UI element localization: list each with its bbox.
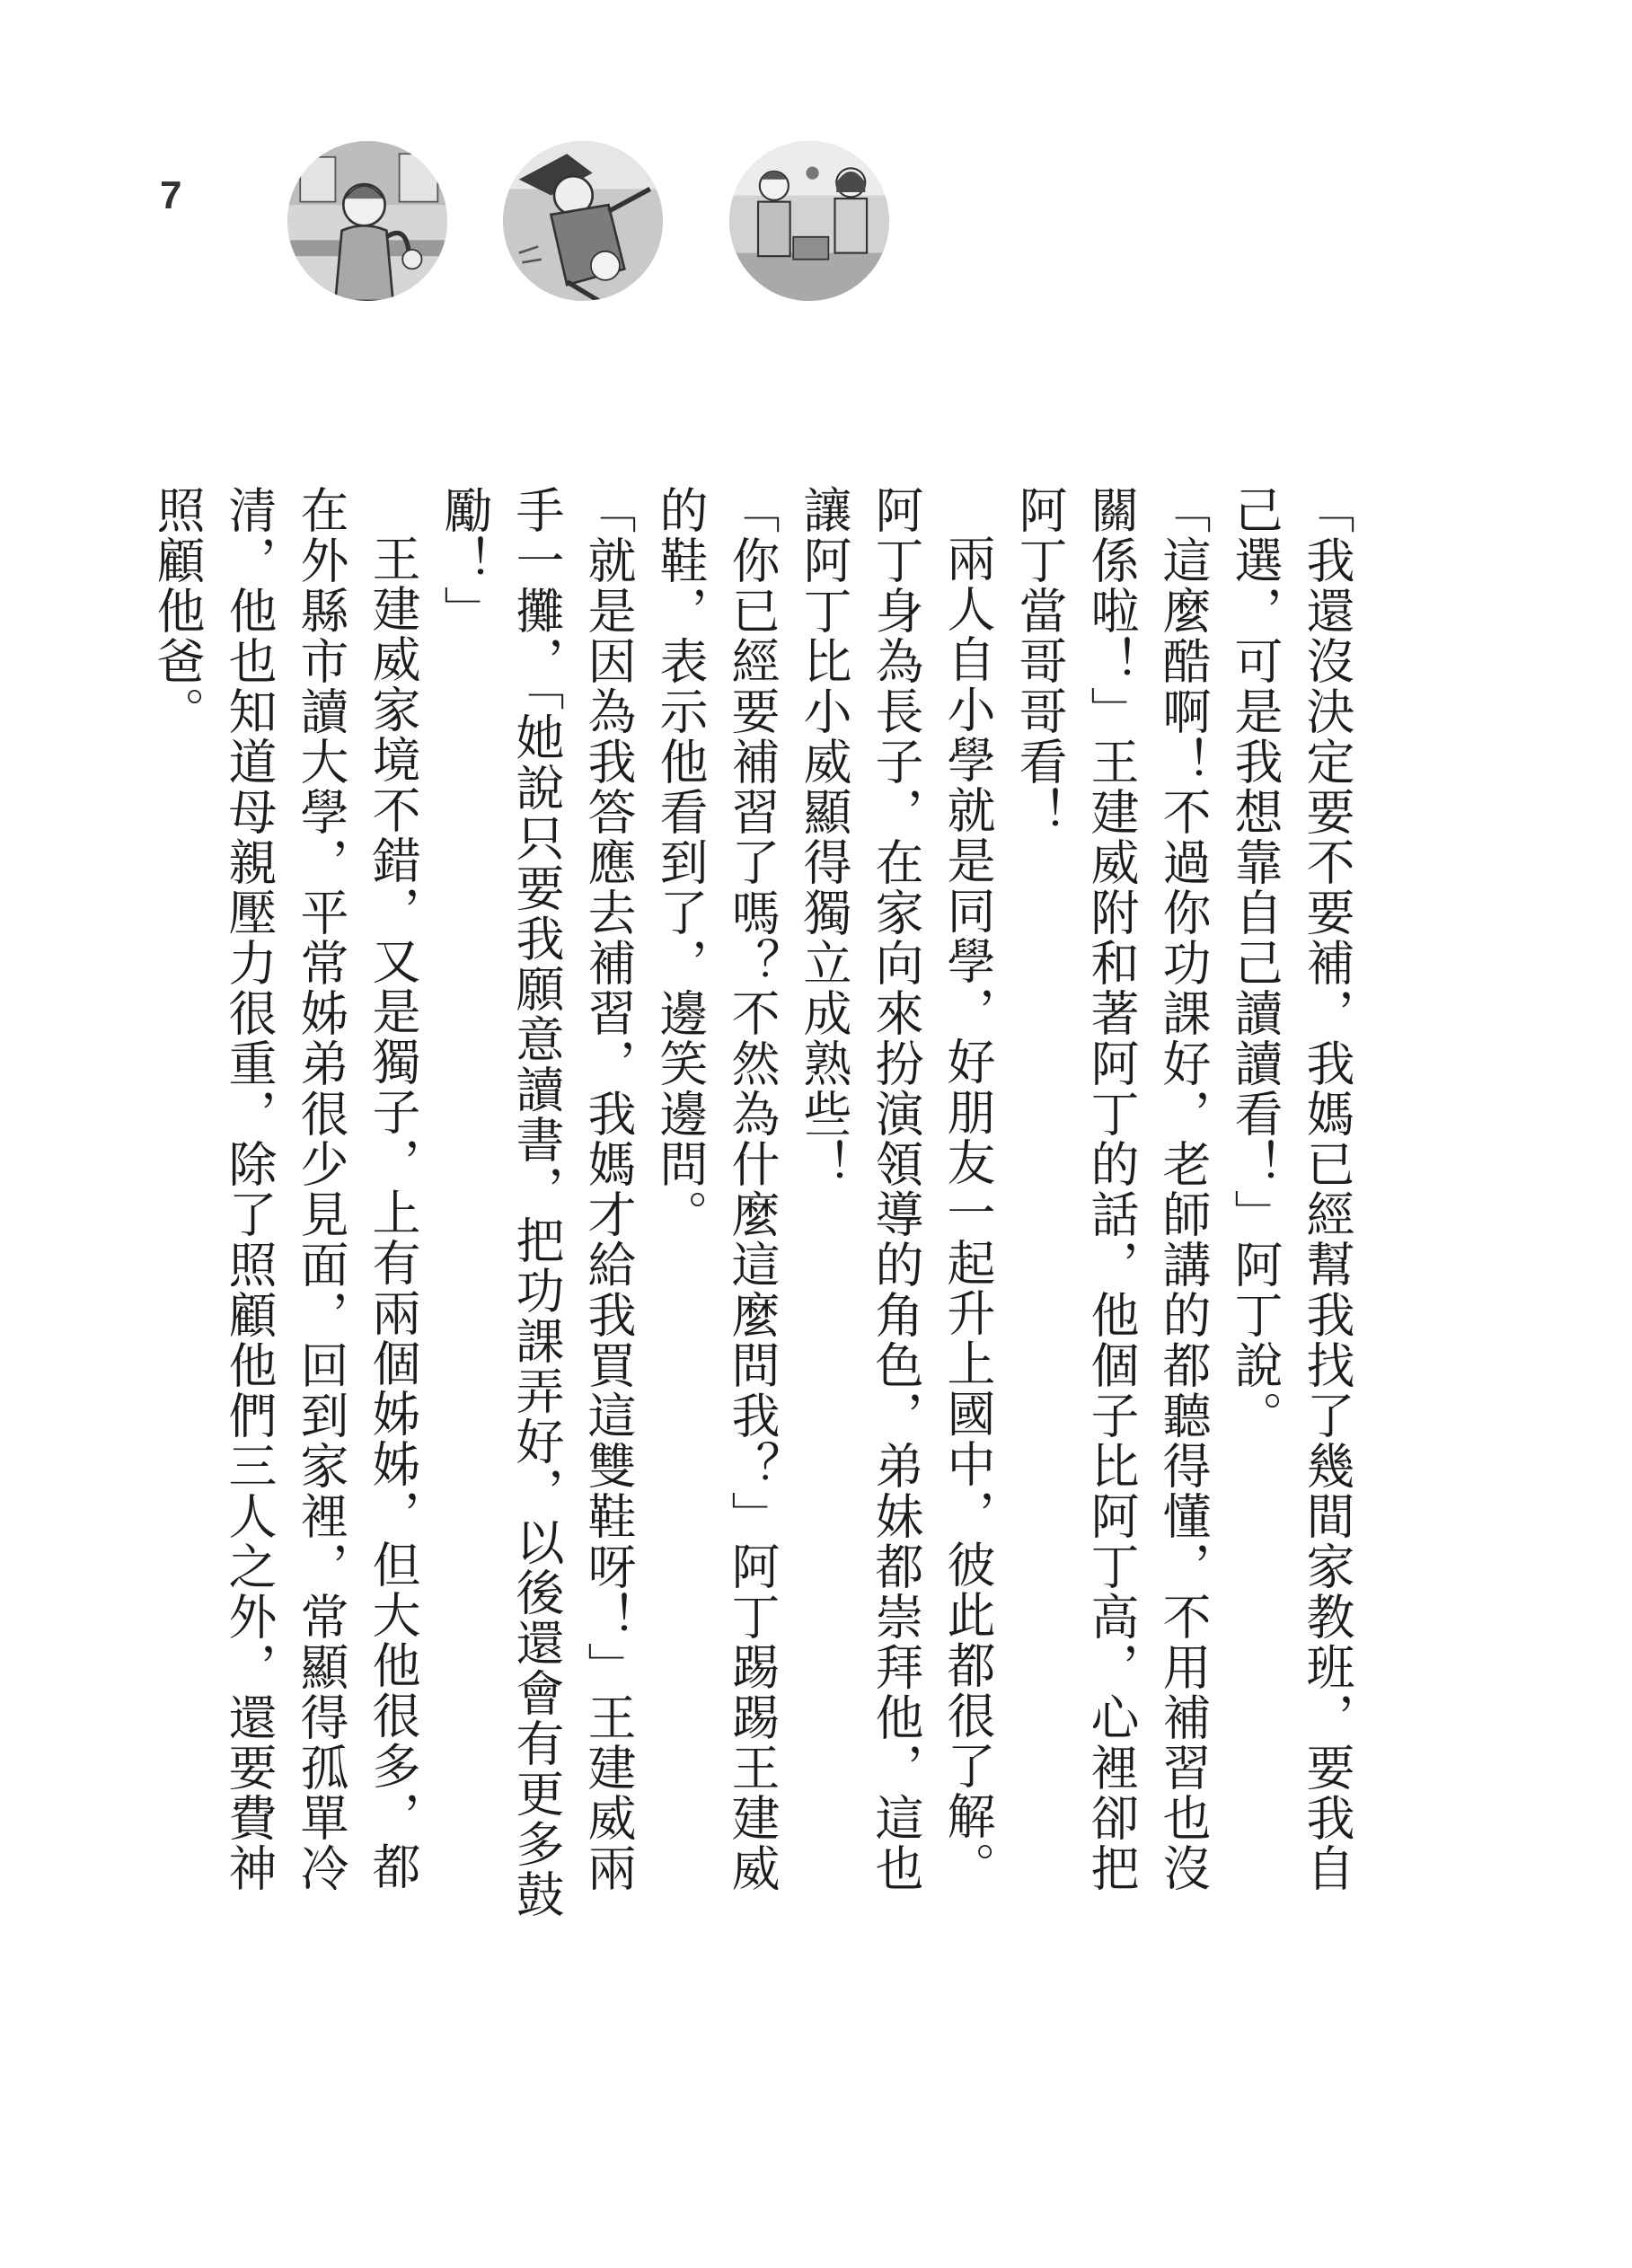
paragraph: 「這麼酷啊！不過你功課好，老師講的都聽得懂，不用補習也沒關係啦！」王建威附和著阿丁的話，他個子比阿丁高，心裡卻把阿丁當哥哥看！ xyxy=(1011,485,1212,1893)
paragraph: 「你已經要補習了嗎？不然為什麼這麼問我？」阿丁踢踢王建威的鞋，表示他看到了，邊笑邊問。 xyxy=(652,485,781,1893)
classroom-students-illustration-icon xyxy=(729,141,889,301)
boy-falling-illustration-icon xyxy=(503,141,663,301)
paragraph: 兩人自小學就是同學，好朋友一起升上國中，彼此都很了解。阿丁身為長子，在家向來扮演領導的角色，弟妹都崇拜他，這也讓阿丁比小威顯得獨立成熟些！ xyxy=(796,485,996,1893)
paragraph: 王建威家境不錯，又是獨子，上有兩個姊姊，但大他很多，都在外縣市讀大學，平常姊弟很少見面，回到家裡，常顯得孤單冷清，他也知道母親壓力很重，除了照顧他們三人之外，還要費神照顧他爸。 xyxy=(149,485,421,1893)
page-number: 7 xyxy=(160,173,182,217)
boy-waving-illustration-icon xyxy=(287,141,447,301)
paragraph: 「就是因為我答應去補習，我媽才給我買這雙鞋呀！」王建威兩手一攤，「她說只要我願意讀書，把功課弄好，以後還會有更多鼓勵！」 xyxy=(437,485,637,1919)
paragraph: 「我還沒決定要不要補，我媽已經幫我找了幾間家教班，要我自己選，可是我想靠自己讀讀看！」阿丁說。 xyxy=(1227,485,1355,1893)
story-text xyxy=(141,485,1363,1940)
chapter-vignettes xyxy=(287,141,889,304)
